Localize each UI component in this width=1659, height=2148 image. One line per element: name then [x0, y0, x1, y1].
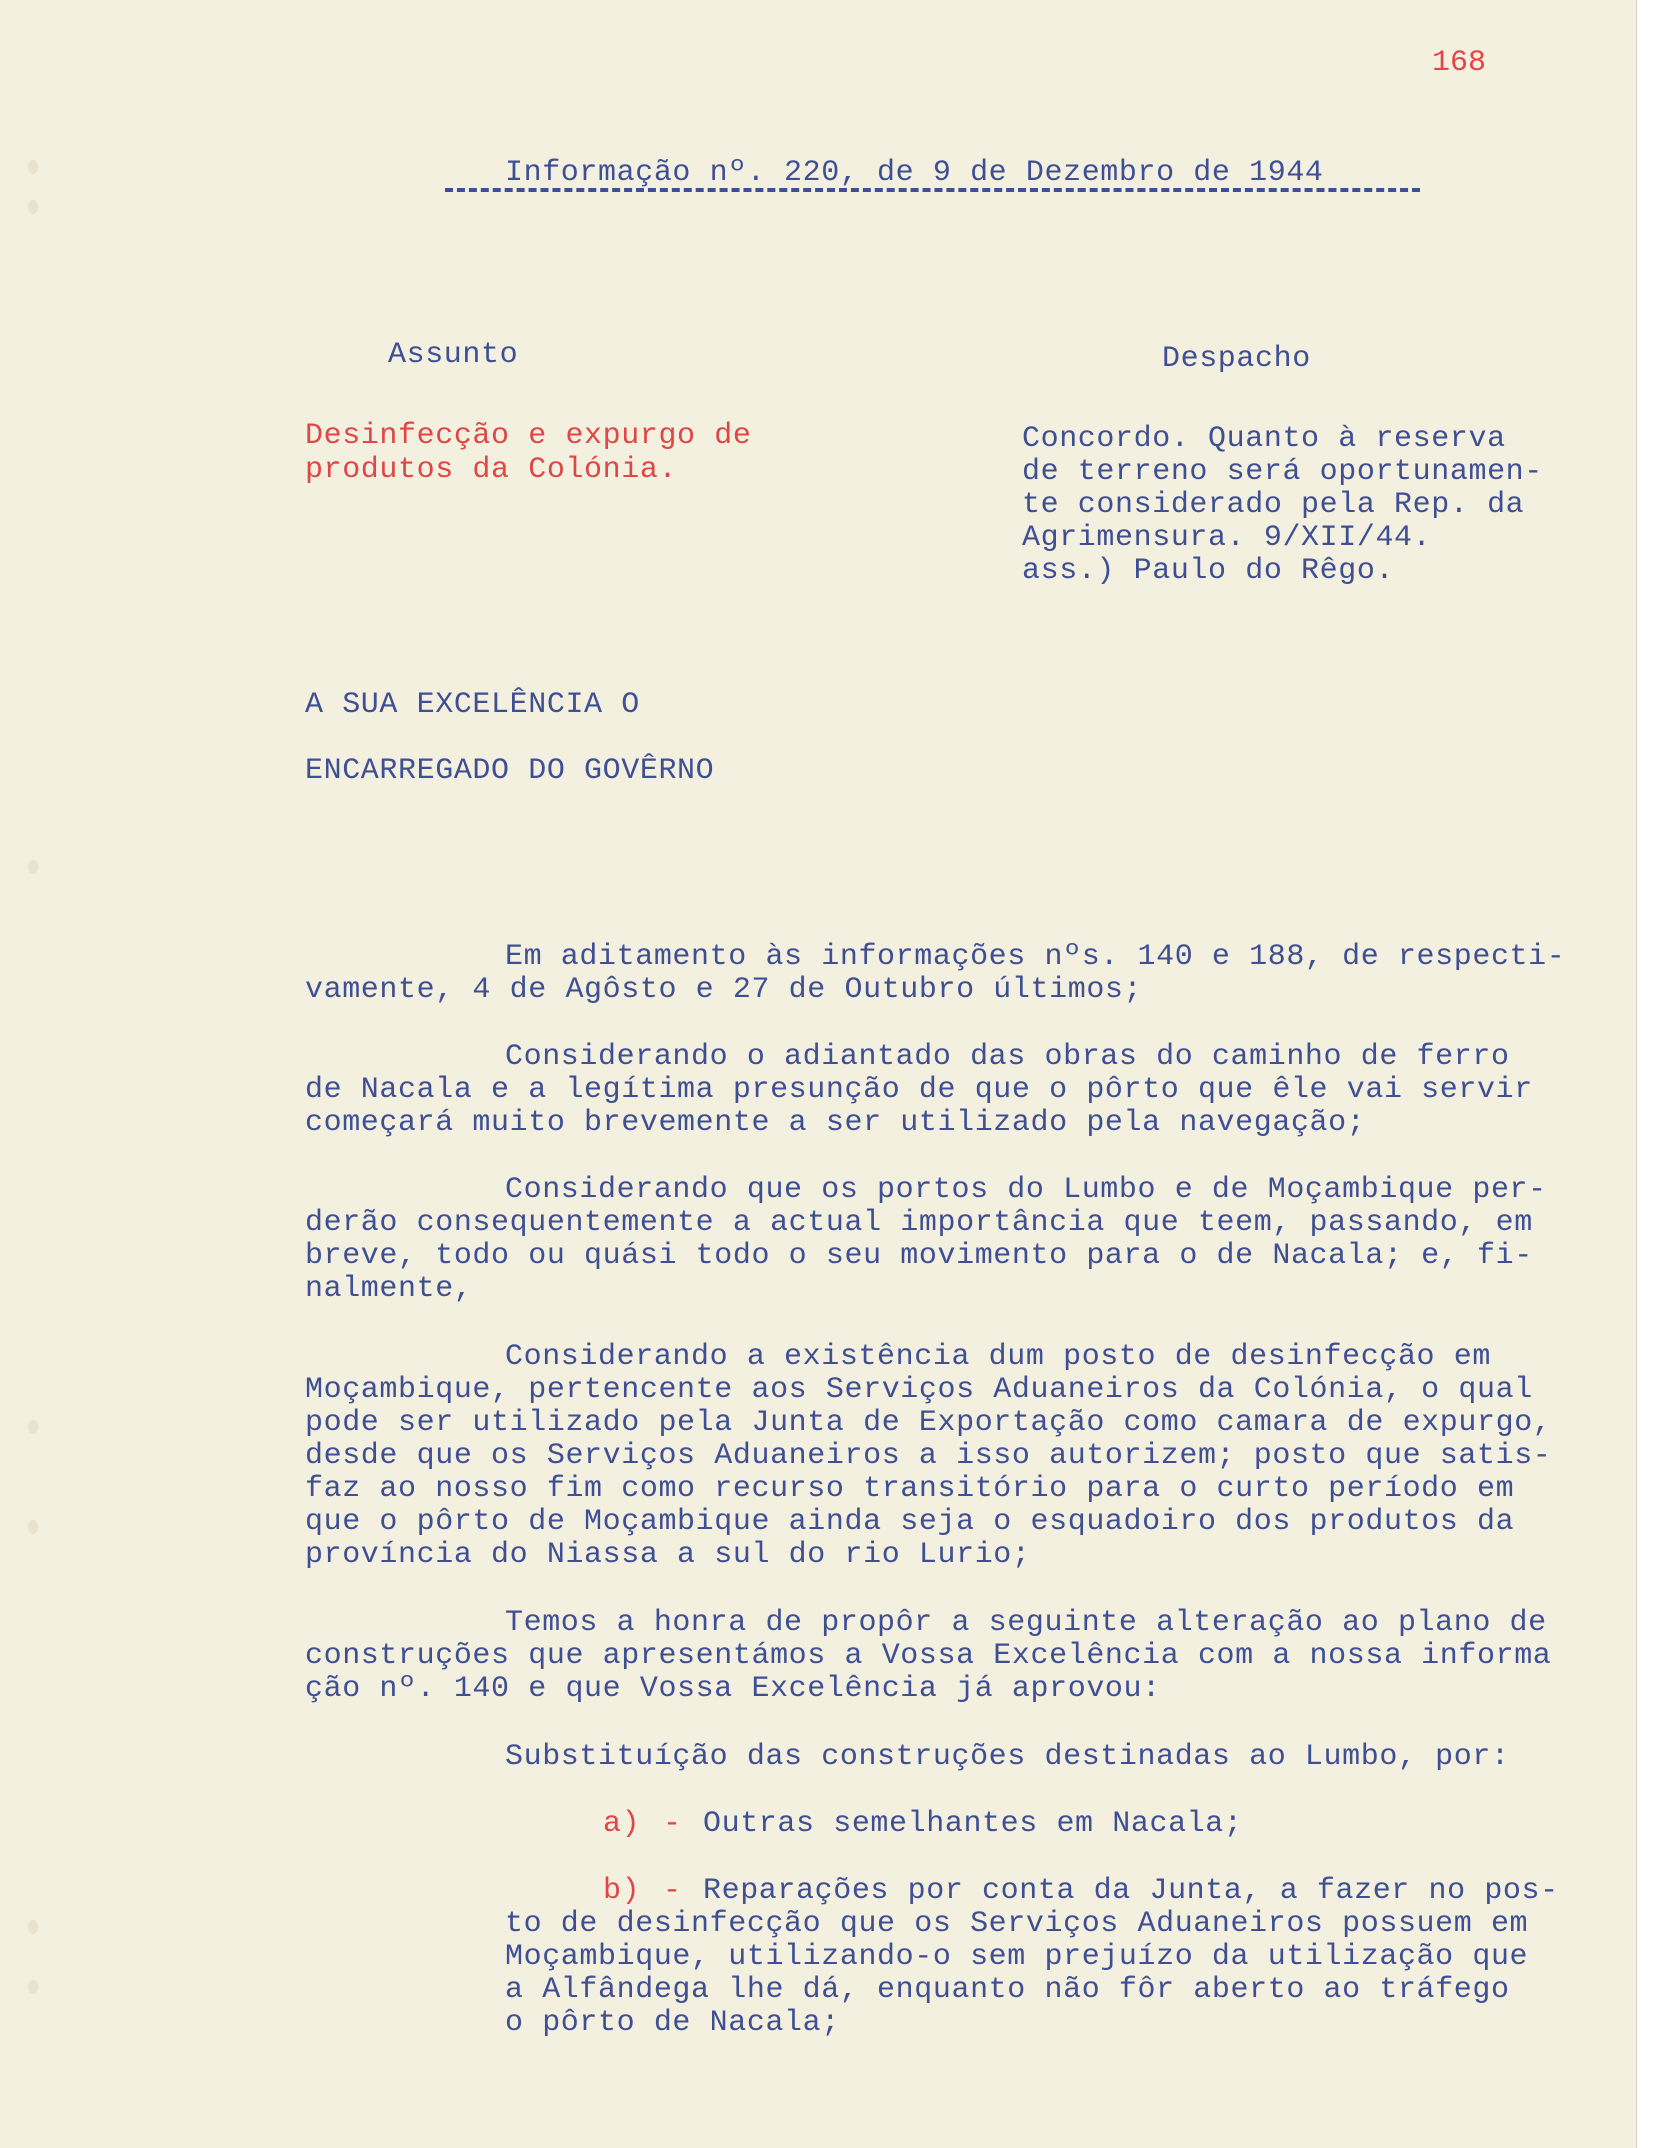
subject-line-1: Desinfecção e expurgo de	[305, 419, 752, 453]
paragraph-1-line-1: Em aditamento às informações nºs. 140 e 188, de respecti-	[505, 940, 1566, 974]
addressee-line-1: A SUA EXCELÊNCIA O	[305, 688, 640, 722]
paragraph-2-line-1: Considerando o adiantado das obras do caminho de ferro	[505, 1040, 1510, 1074]
paragraph-4-line-6: que o pôrto de Moçambique ainda seja o esquadoiro dos produtos da	[305, 1505, 1515, 1539]
item-b-line-3: Moçambique, utilizando-o sem prejuízo da utilização que	[505, 1940, 1529, 1974]
dispatch-line-5: ass.) Paulo do Rêgo.	[1022, 554, 1395, 588]
paragraph-5-line-3: ção nº. 140 e que Vossa Excelência já aprovou:	[305, 1672, 1161, 1706]
item-b-label: b)	[603, 1874, 641, 1908]
paragraph-2-line-2: de Nacala e a legítima presunção de que o pôrto que êle vai servir	[305, 1073, 1533, 1107]
item-b-line-5: o pôrto de Nacala;	[505, 2006, 840, 2040]
dispatch-line-3: te considerado pela Rep. da	[1022, 488, 1525, 522]
binding-holes	[28, 160, 48, 2060]
dispatch-line-4: Agrimensura. 9/XII/44.	[1022, 521, 1432, 555]
addressee-line-2: ENCARREGADO DO GOVÊRNO	[305, 754, 715, 788]
item-b-line-1: Reparações por conta da Junta, a fazer no pos-	[703, 1874, 1559, 1908]
paragraph-5-line-1: Temos a honra de propôr a seguinte alteração ao plano de	[505, 1606, 1547, 1640]
item-a-text: Outras semelhantes em Nacala;	[703, 1807, 1243, 1841]
item-b-dash: -	[663, 1874, 682, 1908]
item-a-dash: -	[663, 1807, 682, 1841]
paragraph-4-line-4: desde que os Serviços Aduaneiros a isso autorizem; posto que satis-	[305, 1439, 1552, 1473]
subject-heading: Assunto	[388, 338, 519, 372]
dispatch-heading: Despacho	[1162, 342, 1311, 376]
paragraph-4-line-1: Considerando a existência dum posto de desinfecção em	[505, 1340, 1491, 1374]
paragraph-5-line-2: construções que apresentámos a Vossa Excelência com a nossa informa	[305, 1639, 1552, 1673]
paragraph-3-line-2: derão consequentemente a actual importância que teem, passando, em	[305, 1206, 1533, 1240]
paragraph-4-line-2: Moçambique, pertencente aos Serviços Aduaneiros da Colónia, o qual	[305, 1373, 1533, 1407]
paragraph-4-line-7: província do Niassa a sul do rio Lurio;	[305, 1538, 1031, 1572]
dispatch-line-1: Concordo. Quanto à reserva	[1022, 422, 1506, 456]
item-b-line-4: a Alfândega lhe dá, enquanto não fôr aberto ao tráfego	[505, 1973, 1510, 2007]
paragraph-6: Substituíção das construções destinadas ao Lumbo, por:	[505, 1740, 1510, 1774]
dispatch-line-2: de terreno será oportunamen-	[1022, 455, 1543, 489]
title-underline	[445, 188, 1420, 192]
document-title: Informação nº. 220, de 9 de Dezembro de 1944	[505, 156, 1324, 190]
paragraph-4-line-5: faz ao nosso fim como recurso transitório para o curto período em	[305, 1472, 1515, 1506]
paragraph-2-line-3: começará muito brevemente a ser utilizado pela navegação;	[305, 1106, 1366, 1140]
item-a-label: a)	[603, 1807, 641, 1841]
paragraph-3-line-1: Considerando que os portos do Lumbo e de Moçambique per-	[505, 1173, 1547, 1207]
paragraph-3-line-3: breve, todo ou quási todo o seu movimento para o de Nacala; e, fi-	[305, 1239, 1533, 1273]
subject-line-2: produtos da Colónia.	[305, 453, 678, 487]
paragraph-1-line-2: vamente, 4 de Agôsto e 27 de Outubro últimos;	[305, 973, 1143, 1007]
page-number: 168	[1432, 46, 1487, 80]
item-b-line-2: to de desinfecção que os Serviços Aduaneiros possuem em	[505, 1907, 1529, 1941]
paragraph-3-line-4: nalmente,	[305, 1272, 473, 1306]
paragraph-4-line-3: pode ser utilizado pela Junta de Exportação como camara de expurgo,	[305, 1406, 1552, 1440]
